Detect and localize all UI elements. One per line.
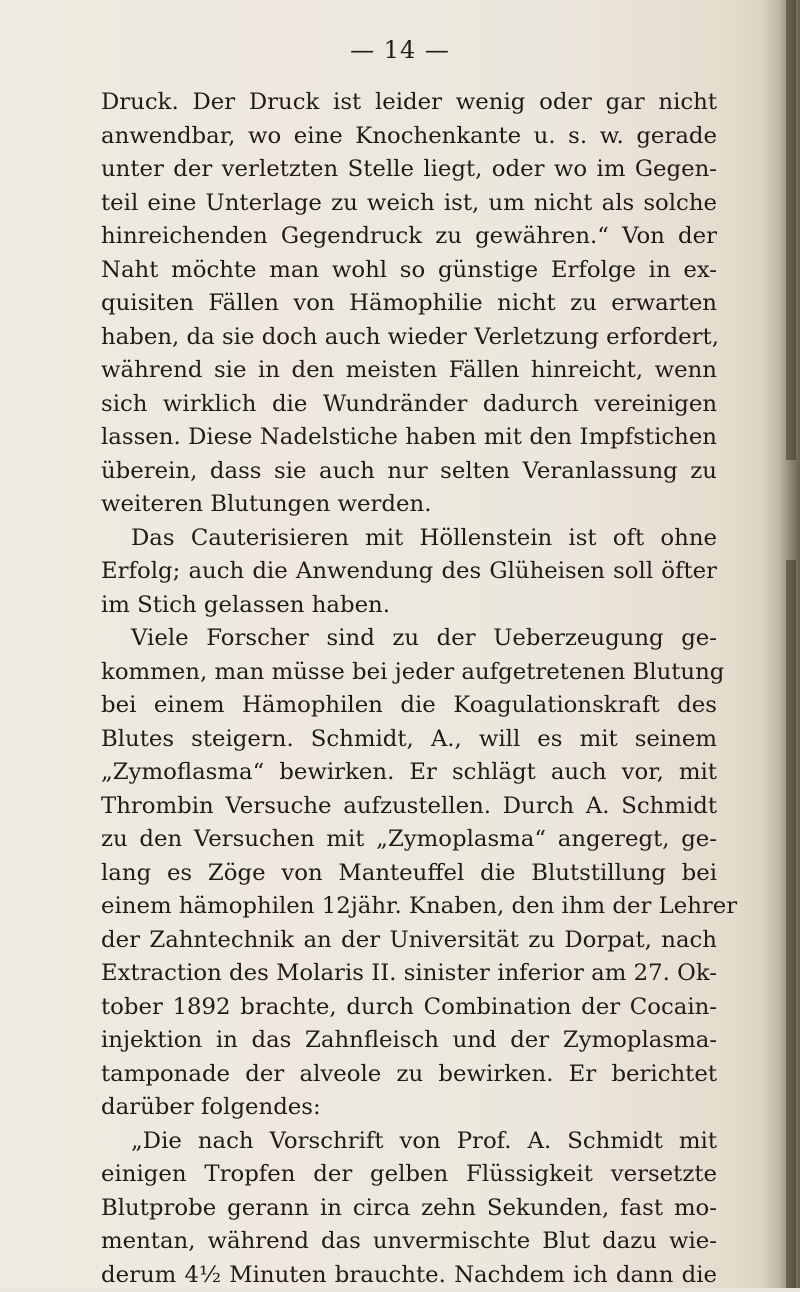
text-line: haben, da sie doch auch wieder Verletzung erfordert, <box>101 321 717 355</box>
page-number: — 14 — <box>0 36 800 64</box>
text-line: „Die nach Vorschrift von Prof. A. Schmidt mit <box>101 1125 717 1159</box>
text-line: der Zahntechnik an der Universität zu Dorpat, nach <box>101 924 717 958</box>
text-line: bei einem Hämophilen die Koagulationskraft des <box>101 689 717 723</box>
text-line: Druck. Der Druck ist leider wenig oder gar nicht <box>101 86 717 120</box>
text-line: Naht möchte man wohl so günstige Erfolge in ex- <box>101 254 717 288</box>
text-line: tober 1892 brachte, durch Combination der Cocain- <box>101 991 717 1025</box>
text-line: Extraction des Molaris II. sinister inferior am 27. Ok- <box>101 957 717 991</box>
text-line: sich wirklich die Wundränder dadurch vereinigen <box>101 388 717 422</box>
text-line: tamponade der alveole zu bewirken. Er berichtet <box>101 1058 717 1092</box>
text-line: Blutes steigern. Schmidt, A., will es mit seinem <box>101 723 717 757</box>
text-line: einem hämophilen 12jähr. Knaben, den ihm der Lehrer <box>101 890 717 924</box>
text-line: Das Cauterisieren mit Höllenstein ist oft ohne <box>101 522 717 556</box>
text-line: Blutprobe gerann in circa zehn Sekunden, fast mo- <box>101 1192 717 1226</box>
text-line: teil eine Unterlage zu weich ist, um nicht als solche <box>101 187 717 221</box>
text-line: zu den Versuchen mit „Zymoplasma“ angeregt, ge- <box>101 823 717 857</box>
text-line: mentan, während das unvermischte Blut dazu wie- <box>101 1225 717 1259</box>
text-line: „Zymoflasma“ bewirken. Er schlägt auch vor, mit <box>101 756 717 790</box>
text-line: Erfolg; auch die Anwendung des Glüheisen soll öfter <box>101 555 717 589</box>
text-line: injektion in das Zahnfleisch und der Zymoplasma- <box>101 1024 717 1058</box>
text-line: hinreichenden Gegendruck zu gewähren.“ Von der <box>101 220 717 254</box>
text-line: lassen. Diese Nadelstiche haben mit den Impfstichen <box>101 421 717 455</box>
text-line: Thrombin Versuche aufzustellen. Durch A. Schmidt <box>101 790 717 824</box>
text-line: im Stich gelassen haben. <box>101 589 717 623</box>
text-line: weiteren Blutungen werden. <box>101 488 717 522</box>
text-line: einigen Tropfen der gelben Flüssigkeit versetzte <box>101 1158 717 1192</box>
text-line: Viele Forscher sind zu der Ueberzeugung ge- <box>101 622 717 656</box>
text-line: derum 4½ Minuten brauchte. Nachdem ich dann die <box>101 1259 717 1292</box>
body-text <box>101 86 717 1292</box>
text-line: anwendbar, wo eine Knochenkante u. s. w. gerade <box>101 120 717 154</box>
text-line: überein, dass sie auch nur selten Veranlassung zu <box>101 455 717 489</box>
text-line: darüber folgendes: <box>101 1091 717 1125</box>
text-line: kommen, man müsse bei jeder aufgetretenen Blutung <box>101 656 717 690</box>
binding-shadow-lower <box>786 560 796 1288</box>
text-line: quisiten Fällen von Hämophilie nicht zu erwarten <box>101 287 717 321</box>
text-line: unter der verletzten Stelle liegt, oder wo im Gegen- <box>101 153 717 187</box>
text-line: während sie in den meisten Fällen hinreicht, wenn <box>101 354 717 388</box>
text-line: lang es Zöge von Manteuffel die Blutstillung bei <box>101 857 717 891</box>
binding-shadow-upper <box>786 0 796 460</box>
